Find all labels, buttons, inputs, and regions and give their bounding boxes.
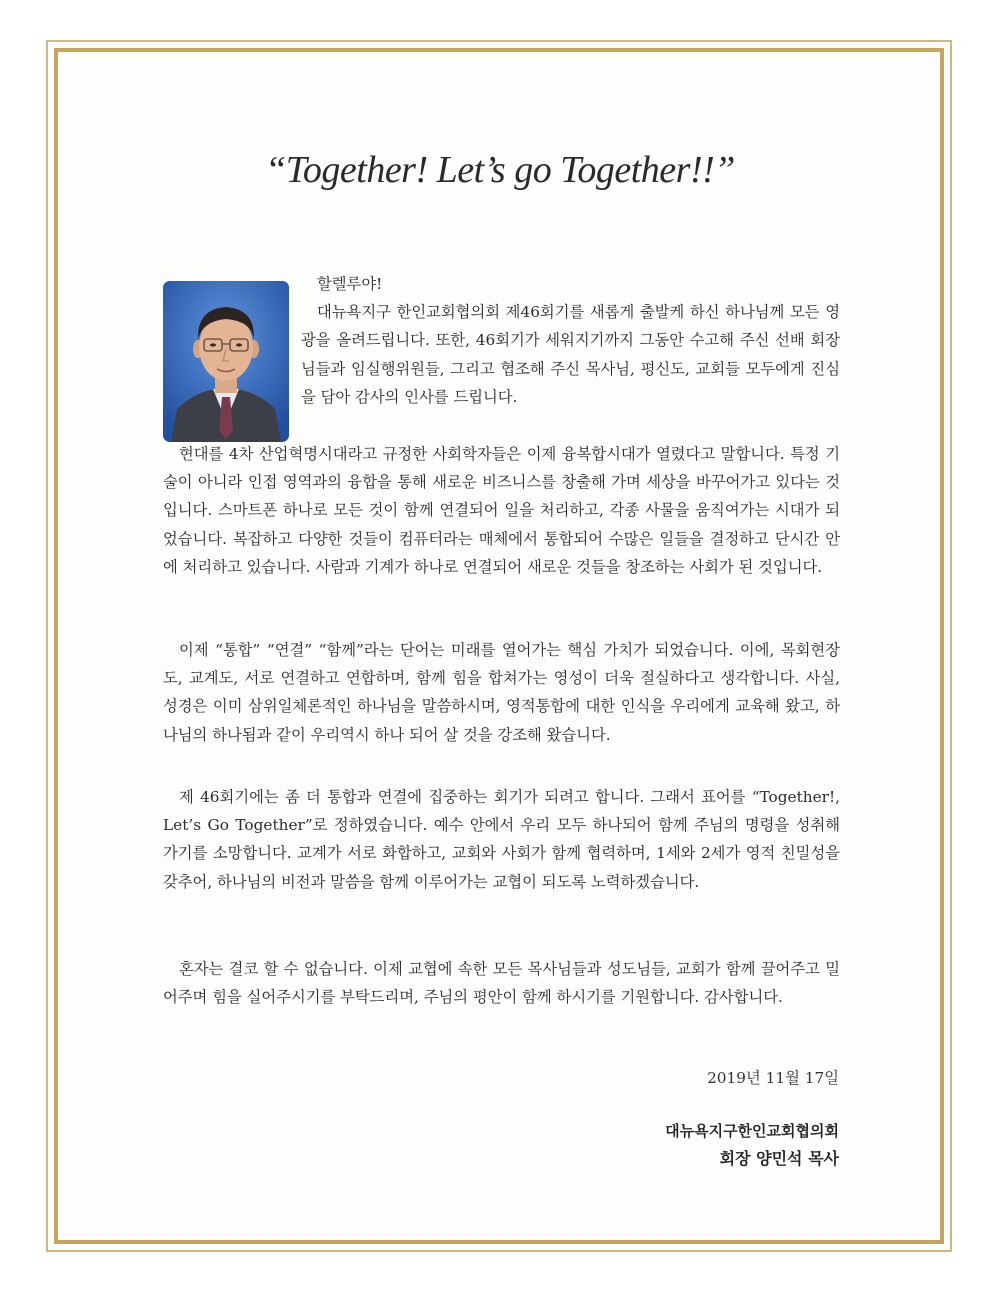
paragraph-text: 혼자는 결코 할 수 없습니다. 이제 교협에 속한 모든 목사님들과 성도님들, 교회가 함께 끌어주고 밀어주며 힘을 실어주시기를 부탁드리며, 주님의 평안이 함께 하시기를 기원합니다. 감사합니다. bbox=[163, 960, 840, 1007]
intro-paragraph: 대뉴욕지구 한인교회협의회 제46회기를 새롭게 출발케 하신 하나님께 모든 영광을 올려드립니다. 또한, 46회기가 세워지기까지 그동안 수고해 주신 선배 회장님들과 임실행위원들, 그리고 협조해 주신 목사님, 평신도, 교회들 모두에게 진심을 담아 감사의 인사를 드립니다. bbox=[301, 303, 840, 406]
signature-block bbox=[665, 1118, 839, 1174]
author-photo bbox=[163, 281, 289, 442]
paragraph-5 bbox=[163, 955, 840, 1011]
greeting: 할렐루야! bbox=[317, 275, 383, 293]
paragraph-3 bbox=[163, 636, 840, 749]
page-title: “Together! Let’s go Together!!” bbox=[265, 149, 735, 191]
intro-section bbox=[301, 270, 840, 411]
paragraph-text: 이제 “통합” “연결” “함께”라는 단어는 미래를 열어가는 핵심 가치가 되었습니다. 이에, 목회현장도, 교계도, 서로 연결하고 연합하며, 함께 힘을 합쳐가는 영성이 더욱 절실하다고 생각합니다. 사실, 성경은 이미 삼위일체론적인 하나님을 말씀하시며, 영적통합에 대한 인식을 우리에게 교육해 왔고, 하나님의 하나됨과 같이 우리역시 하나 되어 살 것을 강조해 왔습니다. bbox=[163, 641, 840, 744]
paragraph-text: 제 46회기에는 좀 더 통합과 연결에 집중하는 회기가 되려고 합니다. 그래서 표어를 “Together!, Let’s Go Together”로 정하였습니다. 예수 안에서 우리 모두 하나되어 함께 주님의 명령을 성취해 가기를 소망합니다. 교계가 서로 화합하고, 교회와 사회가 함께 협력하며, 1세와 2세가 영적 친밀성을 갖추어, 하나님의 비전과 말씀을 함께 이루어가는 교협이 되도록 노력하겠습니다. bbox=[163, 788, 840, 891]
signatory: 회장 양민석 목사 bbox=[719, 1149, 839, 1168]
paragraph-2 bbox=[163, 440, 840, 581]
organization-name: 대뉴욕지구한인교회협의회 bbox=[665, 1122, 839, 1140]
portrait-image bbox=[163, 281, 289, 442]
letter-date: 2019년 11월 17일 bbox=[707, 1069, 839, 1087]
paragraph-text: 현대를 4차 산업혁명시대라고 규정한 사회학자들은 이제 융복합시대가 열렸다고 말합니다. 특정 기술이 아니라 인접 영역과의 융합을 통해 새로운 비즈니스를 창출해 가며 세상을 바꾸어가고 있다는 것입니다. 스마트폰 하나로 모든 것이 함께 연결되어 일을 처리하고, 각종 사물을 움직여가는 시대가 되었습니다. 복잡하고 다양한 것들이 컴퓨터라는 매체에서 통합되어 수많은 일들을 결정하고 단시간 안에 처리하고 있습니다. 사람과 기계가 하나로 연결되어 새로운 것들을 창조하는 사회가 된 것입니다. bbox=[163, 445, 840, 576]
paragraph-4 bbox=[163, 783, 840, 896]
